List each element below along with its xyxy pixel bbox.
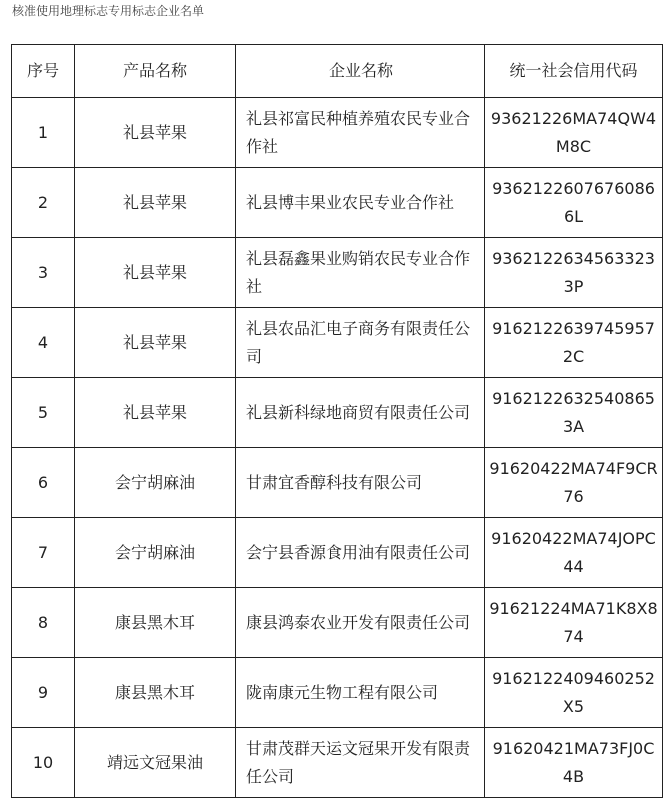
table-row <box>12 378 663 448</box>
cell-enterprise: 礼县博丰果业农民专业合作社 <box>236 168 485 238</box>
header-credit-code: 统一社会信用代码 <box>485 45 663 98</box>
cell-credit-code: 91621226325408653A <box>485 378 663 448</box>
cell-product: 康县黑木耳 <box>75 658 236 728</box>
cell-enterprise: 陇南康元生物工程有限公司 <box>236 658 485 728</box>
cell-index: 7 <box>12 518 75 588</box>
cell-enterprise: 礼县磊鑫果业购销农民专业合作社 <box>236 238 485 308</box>
cell-product: 会宁胡麻油 <box>75 518 236 588</box>
table-row <box>12 168 663 238</box>
table-row <box>12 728 663 798</box>
table-row <box>12 448 663 518</box>
cell-index: 3 <box>12 238 75 308</box>
header-enterprise-name: 企业名称 <box>236 45 485 98</box>
cell-enterprise: 礼县农品汇电子商务有限责任公司 <box>236 308 485 378</box>
cell-enterprise: 甘肃茂群天运文冠果开发有限责任公司 <box>236 728 485 798</box>
cell-credit-code: 93621226076760866L <box>485 168 663 238</box>
table-row <box>12 518 663 588</box>
enterprise-table <box>11 44 663 798</box>
cell-credit-code: 9162122409460252X5 <box>485 658 663 728</box>
header-product-name: 产品名称 <box>75 45 236 98</box>
cell-credit-code: 91620422MA74JOPC44 <box>485 518 663 588</box>
cell-credit-code: 93621226345633233P <box>485 238 663 308</box>
cell-enterprise: 礼县新科绿地商贸有限责任公司 <box>236 378 485 448</box>
cell-index: 6 <box>12 448 75 518</box>
cell-product: 礼县苹果 <box>75 238 236 308</box>
cell-enterprise: 甘肃宜香醇科技有限公司 <box>236 448 485 518</box>
cell-product: 礼县苹果 <box>75 98 236 168</box>
cell-index: 2 <box>12 168 75 238</box>
cell-product: 康县黑木耳 <box>75 588 236 658</box>
page-caption: 核准使用地理标志专用标志企业名单 <box>12 4 205 18</box>
cell-index: 4 <box>12 308 75 378</box>
table-row <box>12 238 663 308</box>
table-row <box>12 98 663 168</box>
table-header-row <box>12 45 663 98</box>
cell-product: 会宁胡麻油 <box>75 448 236 518</box>
cell-enterprise: 康县鸿泰农业开发有限责任公司 <box>236 588 485 658</box>
cell-product: 靖远文冠果油 <box>75 728 236 798</box>
cell-credit-code: 91621226397459572C <box>485 308 663 378</box>
cell-index: 9 <box>12 658 75 728</box>
cell-product: 礼县苹果 <box>75 168 236 238</box>
cell-index: 8 <box>12 588 75 658</box>
cell-index: 1 <box>12 98 75 168</box>
cell-credit-code: 91621224MA71K8X874 <box>485 588 663 658</box>
cell-product: 礼县苹果 <box>75 378 236 448</box>
table-row <box>12 588 663 658</box>
cell-index: 5 <box>12 378 75 448</box>
table-row <box>12 658 663 728</box>
cell-enterprise: 礼县祁富民种植养殖农民专业合作社 <box>236 98 485 168</box>
cell-enterprise: 会宁县香源食用油有限责任公司 <box>236 518 485 588</box>
table-row <box>12 308 663 378</box>
cell-index: 10 <box>12 728 75 798</box>
cell-credit-code: 91620422MA74F9CR76 <box>485 448 663 518</box>
cell-product: 礼县苹果 <box>75 308 236 378</box>
cell-credit-code: 93621226MA74QW4M8C <box>485 98 663 168</box>
cell-credit-code: 91620421MA73FJ0C4B <box>485 728 663 798</box>
header-index: 序号 <box>12 45 75 98</box>
